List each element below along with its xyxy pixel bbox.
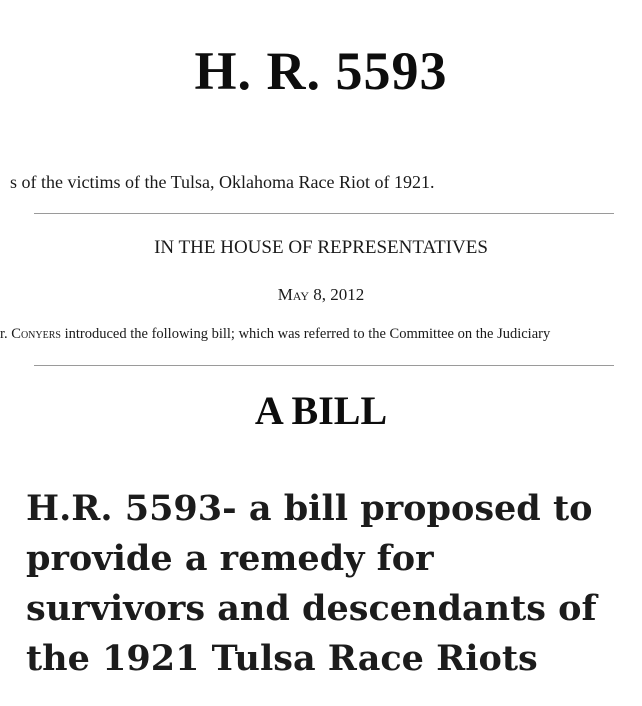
bill-number-title: H. R. 5593 xyxy=(194,41,448,101)
caption-line: the 1921 Tulsa Race Riots xyxy=(26,638,538,679)
introduction-prefix: r. xyxy=(0,326,12,342)
bottom-divider xyxy=(34,365,614,366)
caption-line: provide a remedy for xyxy=(26,538,434,579)
top-divider xyxy=(34,213,614,214)
a-bill-heading: A BILL xyxy=(254,388,388,433)
image-caption xyxy=(26,484,636,684)
introduction-rest: introduced the following bill; which was referred to the Committee on the Judiciary xyxy=(60,326,551,342)
introduction-statement xyxy=(0,326,642,343)
chamber-heading: IN THE HOUSE OF REPRESENTATIVES xyxy=(154,237,488,258)
caption-line: H.R. 5593- a bill proposed to xyxy=(26,488,593,529)
caption-line: survivors and descendants of xyxy=(26,588,597,629)
introduction-date: May 8, 2012 xyxy=(277,285,365,304)
bill-purpose-fragment: s of the victims of the Tulsa, Oklahoma Race Riot of 1921. xyxy=(10,172,435,192)
sponsor-name: Conyers xyxy=(11,326,61,342)
